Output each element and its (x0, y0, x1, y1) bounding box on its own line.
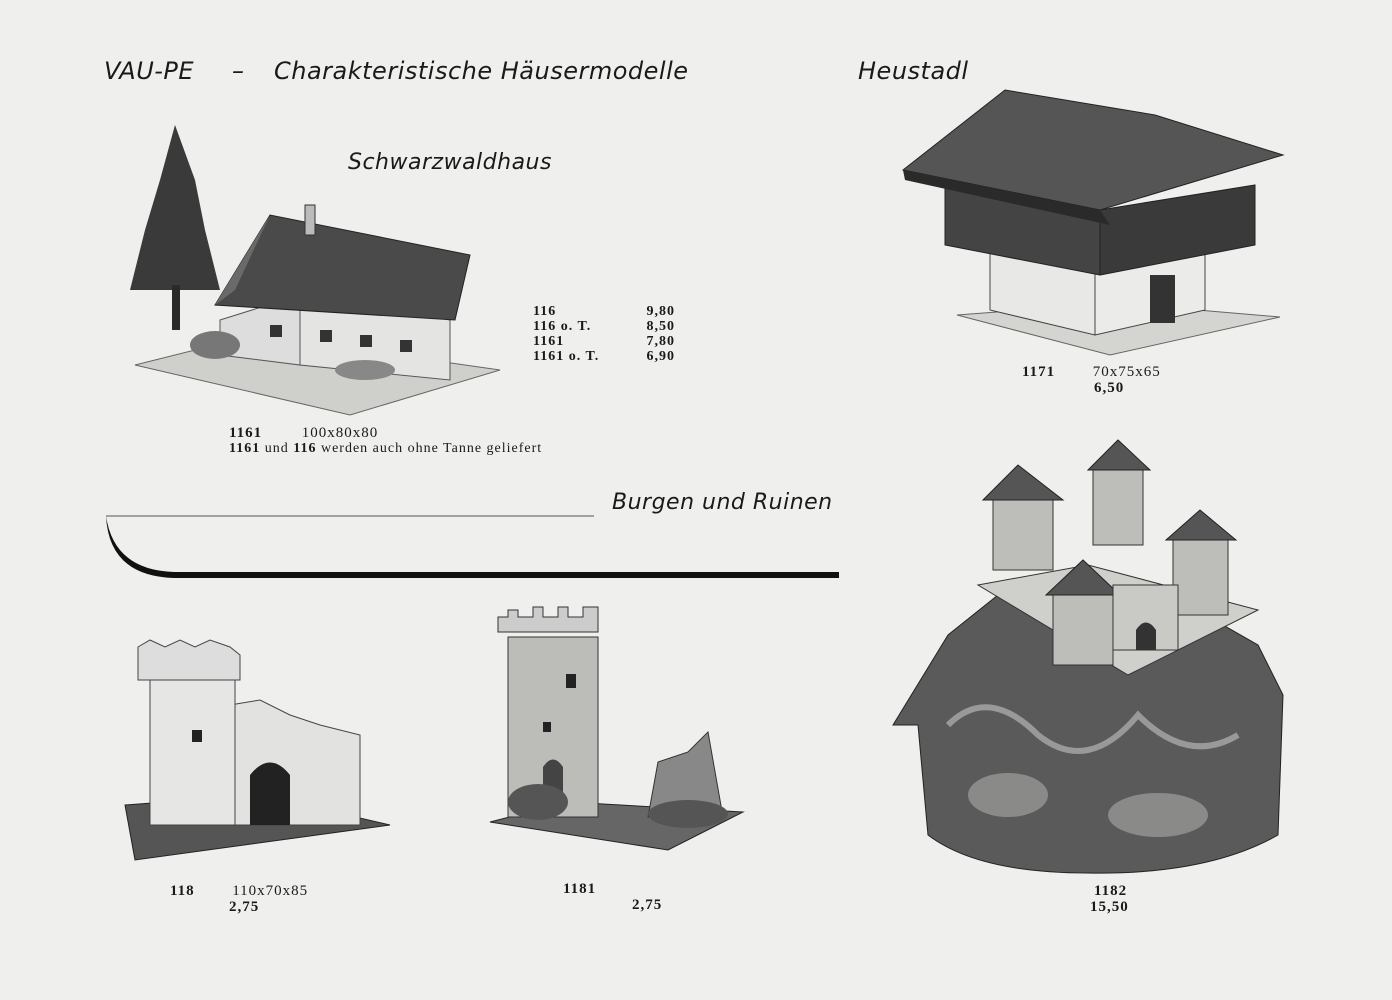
schwarzwaldhaus-title: Schwarzwaldhaus (348, 150, 552, 175)
price-row (533, 319, 675, 334)
schwarzwald-price-table (533, 304, 675, 364)
price-value: 7,80 (646, 334, 675, 349)
burgen-title: Burgen und Ruinen (612, 490, 833, 515)
heustadl-code: 1171 (1022, 364, 1056, 380)
item-118-price-value: 2,75 (229, 899, 260, 915)
heustadl-image (895, 85, 1290, 360)
page-title: Charakteristische Häusermodelle (274, 57, 689, 85)
caption-code: 1161 (229, 425, 263, 441)
item-118-dims: 110x70x85 (232, 883, 309, 899)
price-code: 116 o. T. (533, 319, 592, 334)
price-row (533, 334, 675, 349)
section-divider-swash (104, 510, 839, 585)
caption-dims: 100x80x80 (301, 425, 379, 441)
item-1181-price (632, 897, 662, 913)
item-1182-code (1094, 883, 1127, 899)
mountain-castle-1182-image (888, 435, 1293, 875)
item-1181-code-value: 1181 (563, 881, 597, 897)
item-1181-price-value: 2,75 (632, 897, 663, 913)
note-and: und (264, 441, 289, 456)
heustadl-price (1094, 380, 1124, 396)
item-118-price (229, 899, 259, 915)
schwarzwald-caption (229, 425, 378, 441)
schwarzwald-note (229, 441, 542, 457)
price-value: 9,80 (646, 304, 675, 319)
price-row (533, 349, 675, 364)
item-1181-code (563, 881, 596, 897)
item-118-caption (170, 883, 308, 899)
note-code2: 116 (293, 441, 317, 456)
price-code: 116 (533, 304, 557, 319)
title-dash: – (232, 57, 245, 85)
castle-118-image (120, 635, 395, 865)
heustadl-dims: 70x75x65 (1092, 364, 1161, 380)
brand-name: VAU-PE (104, 57, 195, 85)
note-rest: werden auch ohne Tanne geliefert (320, 441, 543, 456)
heustadl-price-value: 6,50 (1094, 380, 1125, 396)
schwarzwaldhaus-image (120, 120, 510, 420)
price-row (533, 304, 675, 319)
heustadl-caption (1022, 364, 1161, 380)
heustadl-title: Heustadl (858, 57, 969, 85)
price-code: 1161 o. T. (533, 349, 600, 364)
price-code: 1161 (533, 334, 565, 349)
item-1182-code-value: 1182 (1094, 883, 1128, 899)
tower-1181-image (488, 602, 748, 852)
item-1182-price (1090, 899, 1129, 915)
note-code: 1161 (229, 441, 261, 456)
item-118-code: 118 (170, 883, 195, 899)
price-value: 6,90 (646, 349, 675, 364)
item-1182-price-value: 15,50 (1090, 899, 1129, 915)
price-value: 8,50 (646, 319, 675, 334)
